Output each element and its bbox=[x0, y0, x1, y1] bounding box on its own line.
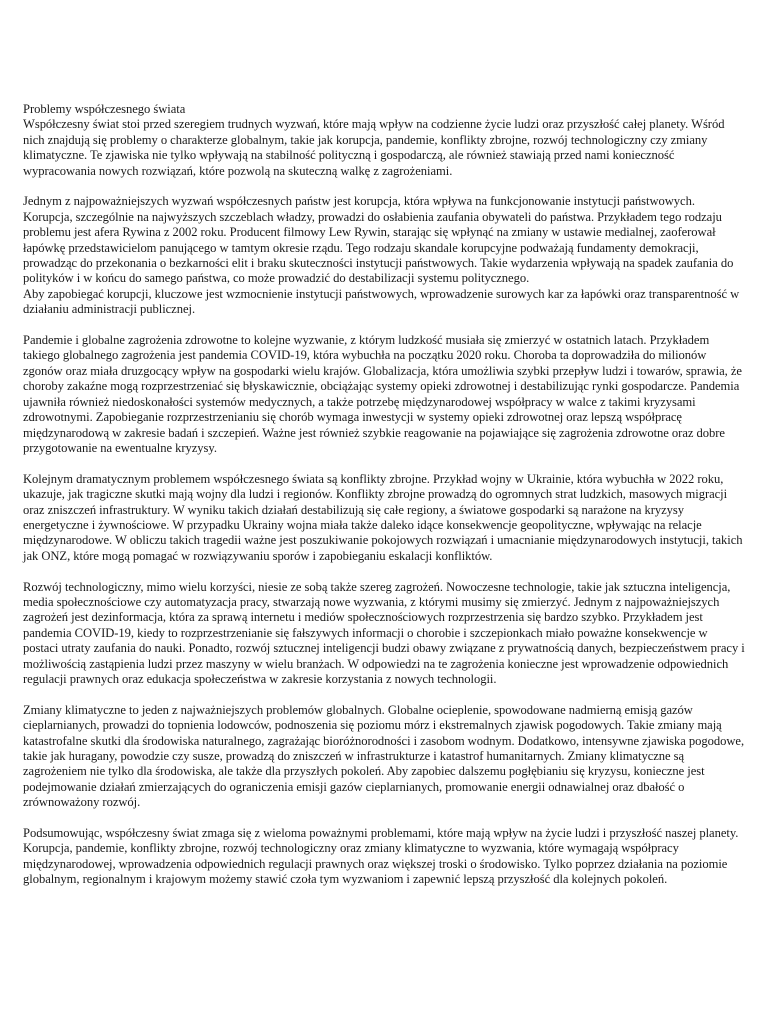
paragraph-pandemics: Pandemie i globalne zagrożenia zdrowotne to kolejne wyzwanie, z którym ludzkość musiała się zmierzyć w ostatnich latach. Przykładem takiego globalnego zagrożenia jest pandemia COVID-19, która wybuchła na początku 2020 roku. Choroba ta doprowadziła do milionów zgonów oraz miała druzgocący wpływ na gospodarki wielu krajów. Globalizacja, która umożliwia szybki przepływ ludzi i towarów, sprawia, że choroby zakaźne mogą rozprzestrzeniać się błyskawicznie, obciążając systemy opieki zdrowotnej i destabilizując rynki gospodarcze. Pandemia ujawniła również niedoskonałości systemów medycznych, a także potrzebę międzynarodowej współpracy w walce z takimi kryzysami zdrowotnymi. Zapobieganie rozprzestrzenianiu się chorób wymaga inwestycji w systemy opieki zdrowotnej oraz lepszą współpracę międzynarodową w zakresie badań i szczepień. Ważne jest również szybkie reagowanie na pojawiające się zagrożenia zdrowotne oraz dobre przygotowanie na ewentualne kryzysy. bbox=[23, 333, 742, 455]
paragraph-corruption: Jednym z najpoważniejszych wyzwań współczesnych państw jest korupcja, która wpływa na funkcjonowanie instytucji państwowych. Korupcja, szczególnie na najwyższych szczeblach władzy, prowadzi do osłabienia zaufania obywateli do państwa. Przykładem tego rodzaju problemu jest afera Rywina z 2002 roku. Producent filmowy Lew Rywin, starając się wpłynąć na zmiany w ustawie medialnej, zaoferował łapówkę przedstawicielom panującego w tamtym okresie rządu. Tego rodzaju skandale korupcyjne podważają fundamenty demokracji, prowadząc do przekonania o bezkarności elit i braku skuteczności instytucji państwowych. Takie wydarzenia wpływają na spadek zaufania do polityków i w końcu do samego państwa, co może prowadzić do destabilizacji systemu politycznego. bbox=[23, 194, 734, 286]
paragraph-technology: Rozwój technologiczny, mimo wielu korzyści, niesie ze sobą także szereg zagrożeń. Nowoczesne technologie, takie jak sztuczna inteligencja, media społecznościowe czy automatyzacja pracy, stwarzają nowe wyzwania, z którymi musimy się zmierzyć. Jednym z najpoważniejszych zagrożeń jest dezinformacja, która za sprawą internetu i mediów społecznościowych rozprzestrzenia się bardzo szybko. Przykładem jest pandemia COVID-19, kiedy to rozprzestrzenianie się fałszywych informacji o chorobie i szczepionkach miało poważne konsekwencje w postaci utraty zaufania do nauki. Ponadto, rozwój sztucznej inteligencji budzi obawy związane z prywatnością danych, bezpieczeństwem pracy i możliwością zastąpienia ludzi przez maszyny w wielu branżach. W odpowiedzi na te zagrożenia konieczne jest wprowadzenie odpowiednich regulacji prawnych oraz edukacja społeczeństwa w zakresie korzystania z nowych technologii. bbox=[23, 579, 745, 686]
paragraph-climate-change: Zmiany klimatyczne to jeden z najważniejszych problemów globalnych. Globalne ocieplenie, spowodowane nadmierną emisją gazów cieplarnianych, prowadzi do topnienia lodowców, podnoszenia się poziomu mórz i ekstremalnych zjawisk pogodowych. Takie zmiany mają katastrofalne skutki dla środowiska naturalnego, zagrażając bioróżnorodności i zasobom wodnym. Dodatkowo, intensywne zjawiska pogodowe, takie jak huragany, powodzie czy susze, prowadzą do zniszczeń w infrastrukturze i katastrof humanitarnych. Zmiany klimatyczne są zagrożeniem nie tylko dla środowiska, ale także dla przyszłych pokoleń. Aby zapobiec dalszemu pogłębianiu się kryzysu, konieczne jest podejmowanie działań zmierzających do ograniczenia emisji gazów cieplarnianych, promowanie energii odnawialnej oraz dbałość o zrównoważony rozwój. bbox=[23, 702, 745, 810]
document-body bbox=[23, 102, 745, 903]
paragraph-armed-conflicts: Kolejnym dramatycznym problemem współczesnego świata są konflikty zbrojne. Przykład wojny w Ukrainie, która wybuchła w 2022 roku, ukazuje, jak tragiczne skutki mają wojny dla ludzi i regionów. Konflikty zbrojne prowadzą do ogromnych strat ludzkich, masowych migracji oraz zniszczeń infrastruktury. W wyniku takich działań destabilizują się całe regiony, a światowe gospodarki są narażone na kryzysy energetyczne i żywnościowe. W przypadku Ukrainy wojna miała także daleko idące konsekwencje geopolityczne, wpływając na relacje międzynarodowe. W obliczu takich tragedii ważne jest poszukiwanie pokojowych rozwiązań i umacnianie międzynarodowych instytucji, takich jak ONZ, które mogą pomagać w rozwiązywaniu sporów i zapobieganiu eskalacji konfliktów. bbox=[23, 471, 743, 563]
paragraph-corruption-prevention: Aby zapobiegać korupcji, kluczowe jest wzmocnienie instytucji państwowych, wprowadzenie surowych kar za łapówki oraz transparentność w działaniu administracji publicznej. bbox=[23, 286, 740, 317]
paragraph-intro: Współczesny świat stoi przed szeregiem trudnych wyzwań, które mają wpływ na codzienne życie ludzi oraz przyszłość całej planety. Wśród nich znajdują się problemy o charakterze globalnym, takie jak korupcja, pandemie, konflikty zbrojne, rozwój technologiczny czy zmiany klimatyczne. Te zjawiska nie tylko wpływają na stabilność polityczną i gospodarczą, ale również stawiają przed nami konieczność wypracowania nowych rozwiązań, które pozwolą na skuteczną walkę z zagrożeniami. bbox=[23, 117, 725, 178]
paragraph-summary: Podsumowując, współczesny świat zmaga się z wieloma poważnymi problemami, które mają wpływ na życie ludzi i przyszłość naszej planety. Korupcja, pandemie, konflikty zbrojne, rozwój technologiczny oraz zmiany klimatyczne to wyzwania, które wymagają współpracy międzynarodowej, wprowadzenia odpowiednich regulacji prawnych oraz większej troski o środowisko. Tylko poprzez działania na poziomie globalnym, regionalnym i krajowym możemy stawić czoła tym wyzwaniom i zapewnić lepszą przyszłość dla kolejnych pokoleń. bbox=[23, 826, 739, 887]
document-title: Problemy współczesnego świata bbox=[23, 102, 186, 116]
